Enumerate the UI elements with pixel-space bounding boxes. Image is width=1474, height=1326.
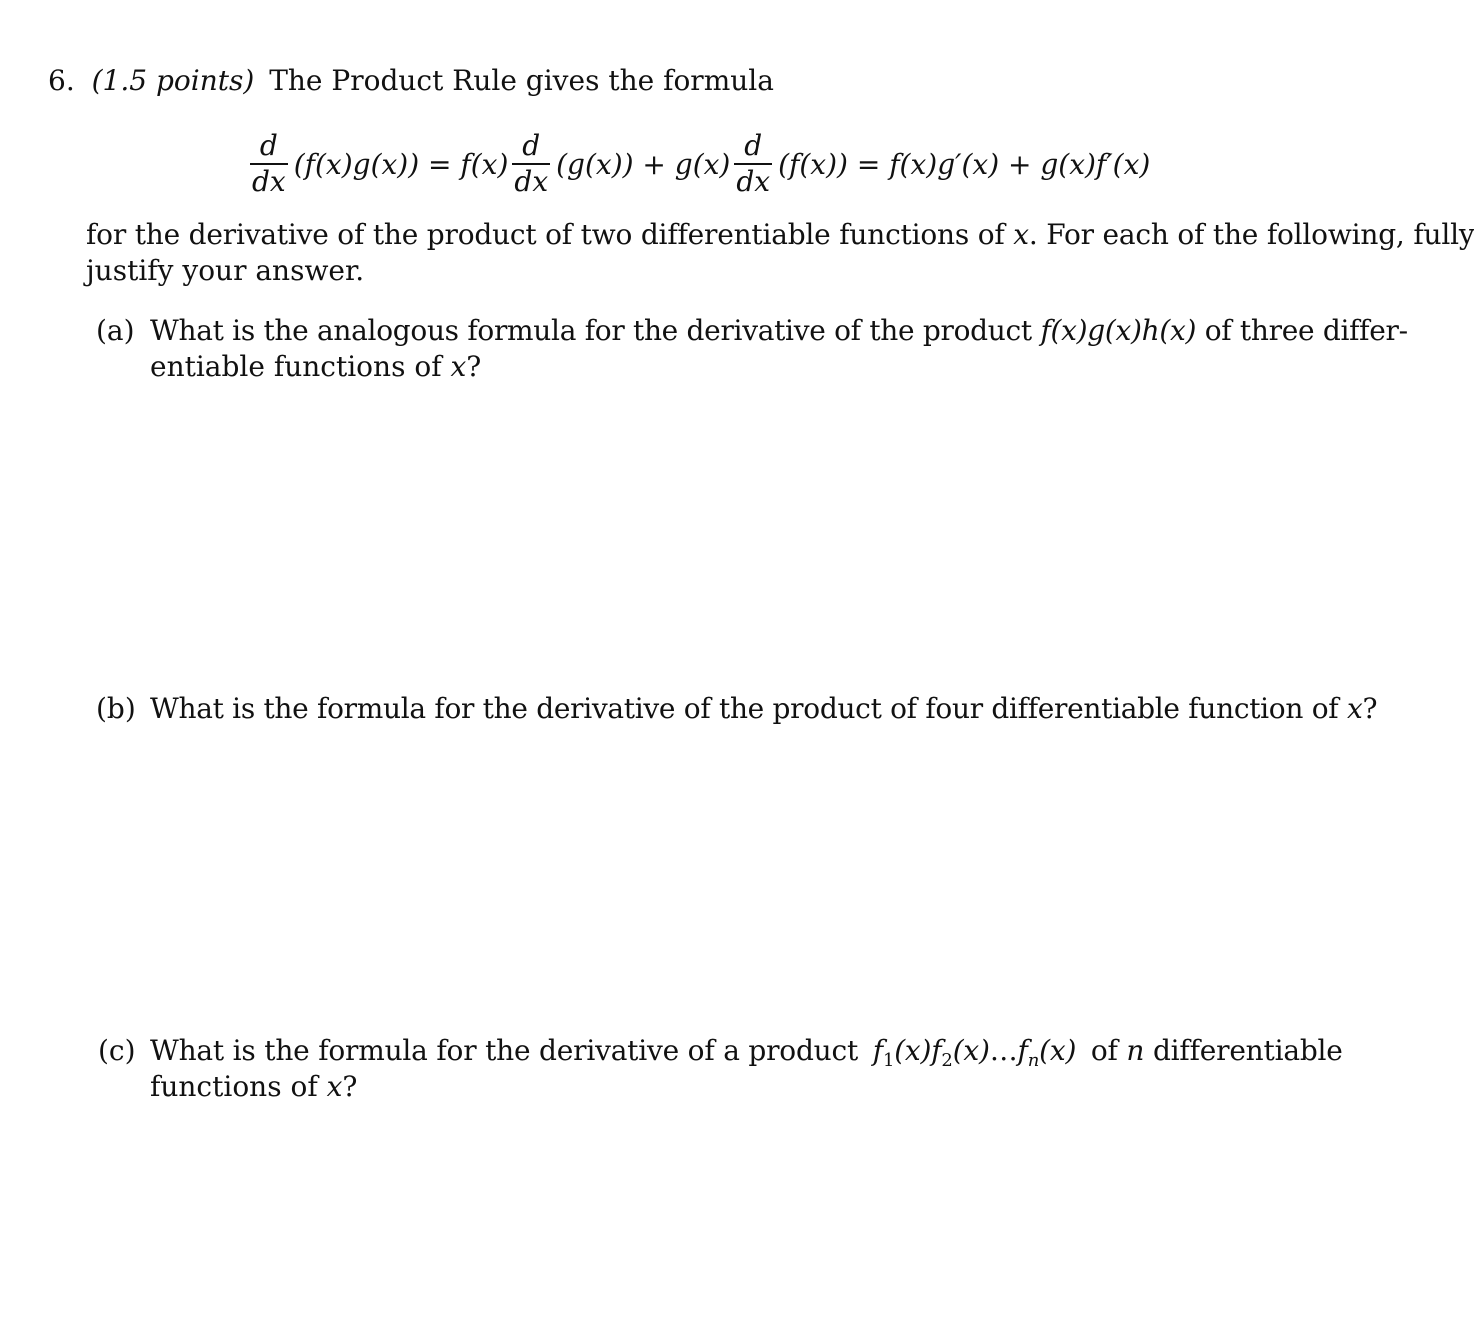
part-b-text: What is the formula for the derivative of the product of four differentiable function of x? <box>150 692 1378 725</box>
variable-x: x <box>1013 218 1029 251</box>
part-b-label: (b) <box>96 692 136 725</box>
variable-n: n <box>1126 1034 1145 1067</box>
part-c-expression: $f_1(x)f_2(x)\dots f_n(x)$ <box>872 1034 1077 1071</box>
part-a-line-1: What is the analogous formula for the derivative of the product f(x)g(x)h(x) of three differ- <box>150 314 1408 347</box>
part-a-line-2: entiable functions of x? <box>150 350 482 383</box>
part-a-expression: f(x)g(x)h(x) <box>1040 314 1197 347</box>
product-rule-formula <box>246 124 1150 204</box>
derivative-fraction: $\frac{d}{dx}$ <box>252 129 286 198</box>
variable-x: x <box>450 350 467 383</box>
formula-segment-1: (f(x)g(x)) = f(x) <box>293 147 509 181</box>
problem-intro: The Product Rule gives the formula <box>269 64 774 97</box>
problem-body-line-1: for the derivative of the product of two differentiable functions of x. For each of the following, fully <box>86 218 1474 251</box>
part-c-line-1: What is the formula for the derivative of a product $f_1(x)f_2(x)\dots f_n(x)$ of n differentiable <box>150 1034 1343 1071</box>
formula-segment-2: (g(x)) + g(x) <box>556 147 731 181</box>
derivative-fraction: $\frac{d}{dx}$ <box>514 129 549 198</box>
formula-segment-3: (f(x)) = f(x)g′(x) + g(x)f′(x) <box>778 147 1151 181</box>
problem-number: 6. <box>48 64 75 97</box>
problem-body-line-2: justify your answer. <box>86 254 365 287</box>
variable-x: x <box>1346 692 1363 725</box>
variable-x: x <box>326 1070 343 1103</box>
part-a-label: (a) <box>96 314 135 347</box>
problem-heading <box>48 64 774 98</box>
derivative-fraction: $\frac{d}{dx}$ <box>736 129 771 198</box>
part-c-line-2: functions of x? <box>150 1070 358 1103</box>
part-c-label: (c) <box>98 1034 136 1067</box>
problem-points: (1.5 points) <box>91 64 255 97</box>
